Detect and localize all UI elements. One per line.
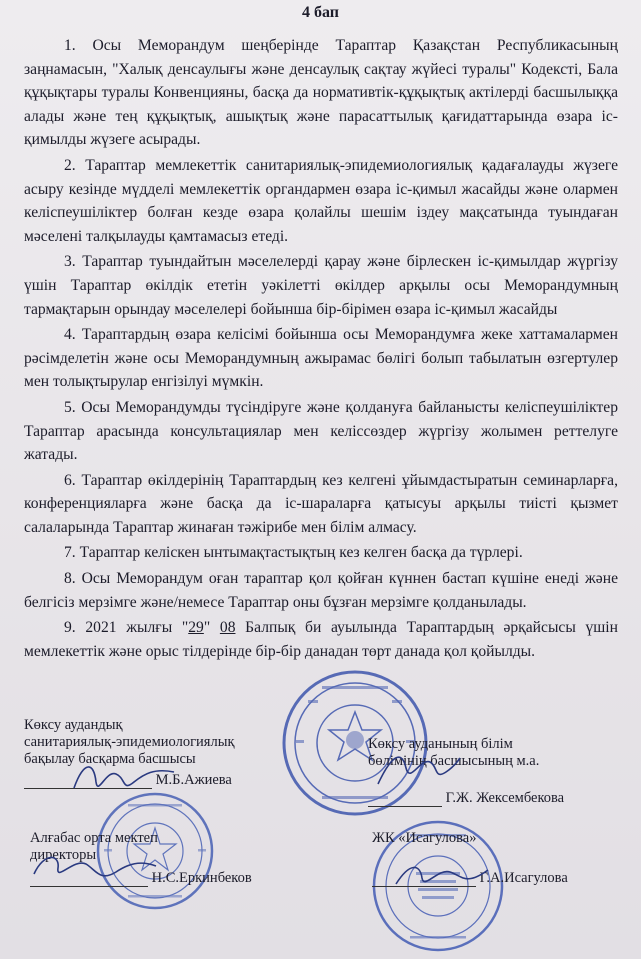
handwritten-signature-isagulova <box>392 856 492 892</box>
clause-9-day: 29 <box>188 619 204 637</box>
signatory-name: М.Б.Ажиева <box>155 772 232 788</box>
signatory-org: ЖК «Исагулова» <box>372 830 477 846</box>
signature-line <box>368 806 442 807</box>
clause-9-prefix: 9. 2021 жылғы " <box>64 619 189 637</box>
handwritten-signature-erkinbekov <box>30 848 160 888</box>
clause-2: 2. Тараптар мемлекеттік санитариялық-эпидемиологиялық қадағалауды жүзеге асыру кезінде мүдделі мемлекеттік органдармен өзара іс-қимыл жасайды және олармен келіспеушіліктер болған кезде өзара қолайлы шешім іздеу мақсатында туындаған мәселені талқылауды қамтамасыз етеді. <box>24 156 618 245</box>
clause-5: 5. Осы Меморандумды түсіндіруге және қолдануға байланысты келіспеушіліктер Тараптар арасында консультациялар мен келіссөздер жүргізу жолымен реттелуге жатады. <box>24 398 618 464</box>
handwritten-signature-zheksembekova <box>372 744 462 794</box>
signatory-org: Көксу аудандық <box>24 717 123 733</box>
signatory-org: бақылау басқарма басшысы <box>24 751 196 767</box>
clause-7: 7. Тараптар келіскен ынтымақтастықтың кез келген басқа да түрлері. <box>64 544 523 562</box>
clause-4: 4. Тараптардың өзара келісімі бойынша осы Меморандумға жеке хаттамалармен рәсімделетін және осы Меморандумның ажырамас бөлігі болып табылатын өзгертулер мен толықтырулар енгізілуі мүмкін. <box>24 326 618 391</box>
handwritten-signature-ajieva <box>70 752 180 802</box>
signatory-org: Көксу ауданының білім <box>368 736 513 752</box>
clause-8: 8. Осы Меморандум оған тараптар қол қойған күннен бастап күшіне енеді және белгісіз мерзімге және/немесе Тараптар оны бұзған мерзімге қолданылады. <box>24 570 618 611</box>
clause-9-suffix: Балпық би ауылында Тараптардың әрқайсысы үшін мемлекеттік және орыс тілдерінде бір-бір данадан төрт данада қол қойылды. <box>24 619 618 660</box>
signatory-org: директоры <box>30 847 97 863</box>
signatory-org: Алғабас орта мектеп <box>30 830 158 846</box>
section-heading: 4 бап <box>301 4 339 21</box>
signatory-name: Н.С.Еркинбеков <box>151 870 252 886</box>
signatory-org: бөлімінің басшысының м.а. <box>368 753 540 769</box>
signatory-org: санитариялық-эпидемиологиялық <box>24 734 235 750</box>
clause-1: 1. Осы Меморандум шеңберінде Тараптар Қазақстан Республикасының заңнамасын, "Халық денсаулығы және денсаулық сақтау жүйесі туралы" Кодексті, Бала құқықтары туралы Конвенцияны, басқа да нормативтік-құқықтық актілерді басшылыққа алады және тең құқықтық, ашықтық және парасаттылық қағидаттарында өзара іс-қимылды жүзеге асырады. <box>24 37 618 149</box>
clause-3: 3. Тараптар туындайтын мәселелерді қарау және бірлескен іс-қимылдар жүргізу үшін Тараптар өкілдік ететін уәкілетті өкілдер арқылы осы Меморандумның тармақтарын орындау мәселелері бойынша бір-бірімен өзара іс-қимыл жасайды <box>24 253 618 318</box>
clause-6: 6. Тараптар өкілдерінің Тараптардың кез келгені ұйымдастыратын семинарларға, конференцияларға және басқа да іс-шараларға қатысуы арқылы тиісті қызмет салаларында Тараптар жинаған тәжірибе мен білім алмасу. <box>24 471 618 536</box>
signatory-name: Г.А.Исагулова <box>479 870 568 886</box>
clause-9-mid: " <box>203 619 220 637</box>
clause-9 <box>24 616 618 663</box>
clause-9-month: 08 <box>219 619 236 637</box>
memorandum-body <box>24 34 618 665</box>
signatory-name: Г.Ж. Жексембекова <box>445 790 565 806</box>
